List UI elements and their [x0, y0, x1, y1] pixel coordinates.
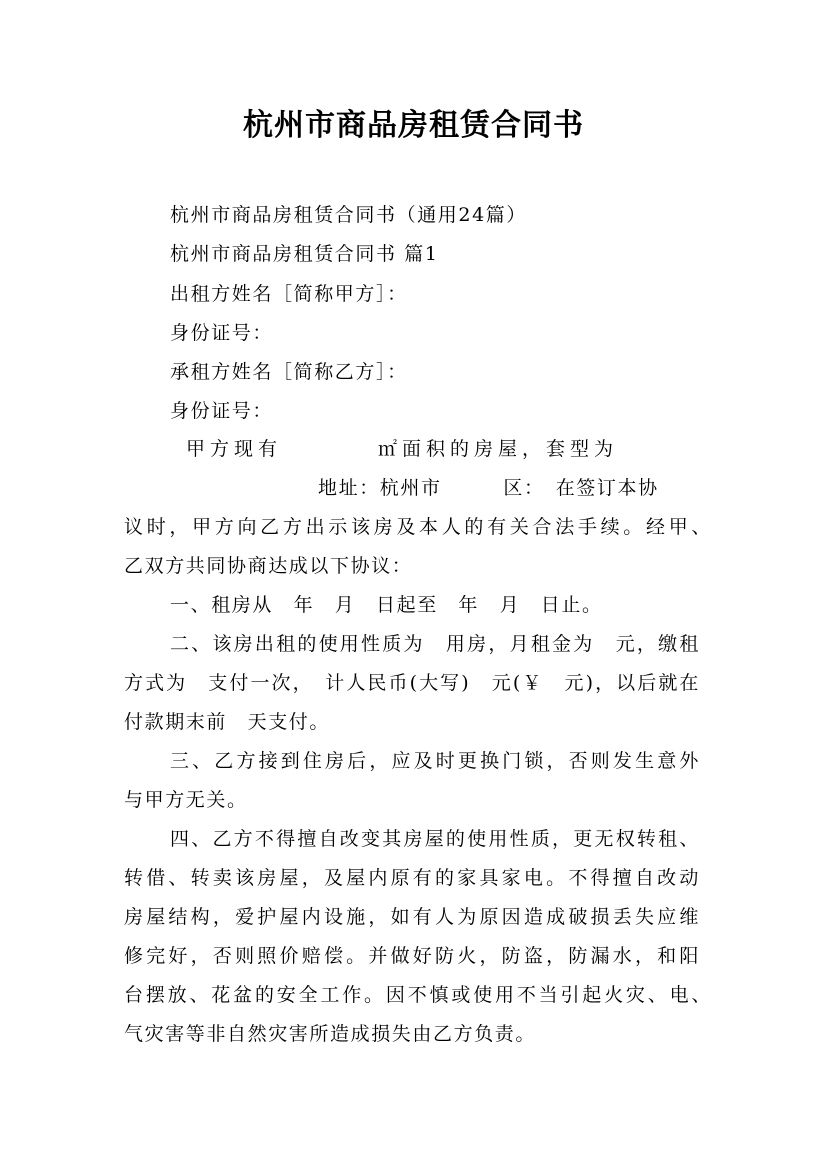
- document-title: 杭州市商品房租赁合同书: [243, 108, 584, 143]
- clause-4-line: 气灾害等非自然灾害所造成损失由乙方负责。: [124, 1023, 537, 1045]
- lessor-id-line: 身份证号：: [170, 322, 274, 344]
- body-line: 议时，甲方向乙方出示该房及本人的有关合法手续。经甲、: [124, 516, 712, 538]
- clause-1-line: 一、租房从 年 月 日起至 年 月 日止。: [170, 594, 603, 616]
- body-line: 地址：杭州市 区： 在签订本协: [318, 477, 659, 499]
- lessee-id-line: 身份证号：: [170, 400, 274, 422]
- clause-4-line: 台摆放、花盆的安全工作。因不慎或使用不当引起火灾、电、: [124, 984, 712, 1006]
- body-line: 甲方现有 ㎡面积的房屋，套型为: [186, 438, 619, 460]
- lessor-name-line: 出租方姓名［简称甲方］：: [170, 283, 408, 305]
- collection-title-line: 杭州市商品房租赁合同书（通用24篇）: [170, 204, 527, 226]
- clause-3-line: 与甲方无关。: [124, 789, 248, 811]
- clause-4-line: 四、乙方不得擅自改变其房屋的使用性质，更无权转租、: [170, 828, 700, 850]
- clause-2-line: 方式为 支付一次， 计人民币(大写) 元(￥ 元)，以后就在: [124, 672, 700, 694]
- clause-3-line: 三、乙方接到住房后，应及时更换门锁，否则发生意外: [170, 750, 700, 772]
- clause-2-line: 付款期末前 天支付。: [124, 711, 331, 733]
- clause-2-line: 二、该房出租的使用性质为 用房，月租金为 元，缴租: [170, 633, 700, 655]
- clause-4-line: 房屋结构，爱护屋内设施，如有人为原因造成破损丢失应维: [124, 906, 700, 928]
- clause-4-line: 修完好，否则照价赔偿。并做好防火，防盗，防漏水，和阳: [124, 945, 700, 967]
- lessee-name-line: 承租方姓名［简称乙方］：: [170, 361, 408, 383]
- body-line: 乙双方共同协商达成以下协议：: [124, 555, 413, 577]
- clause-4-line: 转借、转卖该房屋，及屋内原有的家具家电。不得擅自改动: [124, 867, 700, 889]
- article-heading-line: 杭州市商品房租赁合同书 篇1: [170, 243, 439, 265]
